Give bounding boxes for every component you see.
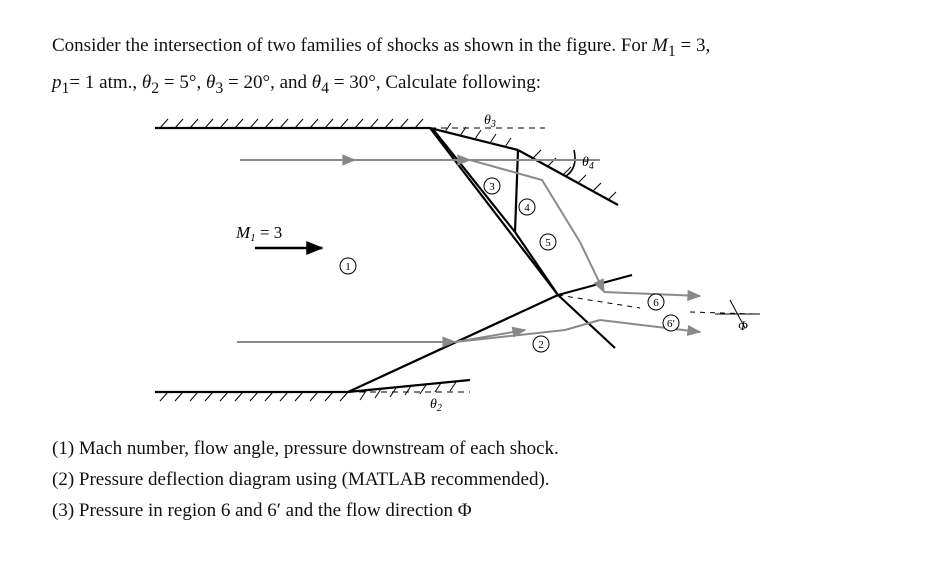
theta2-label: $\theta_2$ bbox=[430, 397, 442, 414]
svg-text:2: 2 bbox=[538, 339, 544, 351]
intro-text: Consider the intersection of two families of shocks as shown in the figure. For bbox=[52, 35, 652, 56]
theta4-value: = 30°, Calculate following: bbox=[329, 71, 541, 93]
region-labels bbox=[340, 178, 679, 352]
theta3-symbol: θ bbox=[205, 71, 216, 93]
streamlines bbox=[237, 160, 700, 342]
theta4-symbol: θ bbox=[311, 71, 322, 93]
svg-text:1: 1 bbox=[345, 261, 351, 273]
region-1-label bbox=[340, 258, 356, 274]
theta3-value: = 20°, and bbox=[223, 71, 312, 93]
lower-wall bbox=[155, 380, 470, 401]
task-item-3: (3) Pressure in region 6 and 6′ and the flow direction Φ bbox=[52, 500, 472, 521]
svg-text:3: 3 bbox=[489, 181, 495, 193]
region-5-label bbox=[540, 234, 556, 250]
region-6-label bbox=[648, 294, 664, 310]
region-3-label bbox=[484, 178, 500, 194]
region-4-label bbox=[519, 199, 535, 215]
task-list bbox=[52, 433, 872, 526]
theta2-value: = 5°, bbox=[159, 71, 206, 93]
theta3-subscript: 3 bbox=[215, 79, 224, 97]
m1-value: = 3, bbox=[675, 35, 711, 56]
theta3-label: $\theta_3$ bbox=[484, 113, 496, 130]
p1-symbol: p bbox=[52, 71, 62, 93]
m1-subscript: 1 bbox=[667, 42, 676, 60]
region-6-prime-label bbox=[663, 315, 679, 331]
mach-label: M1 = 3 bbox=[236, 223, 283, 244]
svg-text:6: 6 bbox=[653, 297, 659, 309]
p1-value: = 1 atm., bbox=[69, 71, 142, 93]
svg-text:6′: 6′ bbox=[667, 318, 675, 330]
m1-symbol: M bbox=[651, 35, 668, 56]
theta4-label: $\theta_4$ bbox=[582, 155, 594, 172]
svg-text:5: 5 bbox=[545, 237, 551, 249]
phi-label: Φ bbox=[738, 318, 748, 333]
region-2-label bbox=[533, 336, 549, 352]
task-item-2: (2) Pressure deflection diagram using (MATLAB recommended). bbox=[52, 469, 550, 490]
p1-subscript: 1 bbox=[61, 79, 70, 97]
svg-text:4: 4 bbox=[524, 202, 530, 214]
theta4-subscript: 4 bbox=[321, 79, 330, 97]
theta2-subscript: 2 bbox=[151, 79, 160, 97]
theta2-symbol: θ bbox=[141, 71, 152, 93]
task-item-1: (1) Mach number, flow angle, pressure downstream of each shock. bbox=[52, 438, 559, 459]
